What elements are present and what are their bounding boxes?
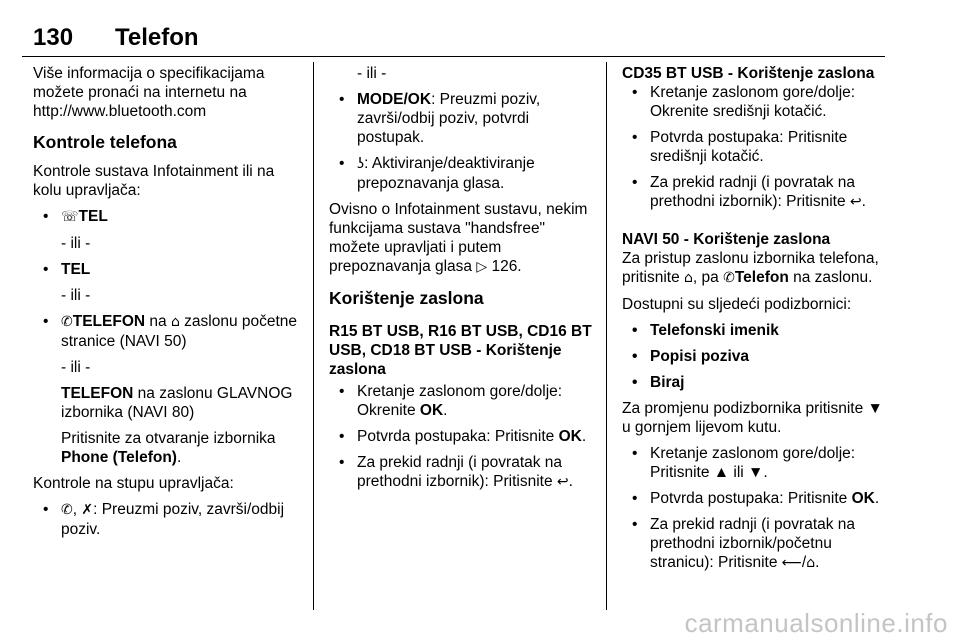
voice-recognition-icon: ʖ [357,156,365,172]
subheading-navi50: NAVI 50 - Korištenje zaslona [622,231,831,248]
list-item-continuation: Pritisnite za otvaranje izbornika Phone (Telefon). [61,430,276,466]
navi-paragraph: Za pristup zaslonu izbornika telefona, pritisnite ⌂, pa ✆Telefon na zaslonu. [622,250,879,286]
column-divider-2 [606,62,607,610]
back-icon: ↩ [556,474,569,490]
list-item: • Telefonski imenik [632,322,779,339]
list-item: • Potvrda postupaka: Pritisnite OK. [339,428,587,445]
end-call-icon: ✗ [81,502,94,518]
home-icon: ⌂ [170,314,180,330]
list-item: • TEL [43,261,91,278]
list-item: • Za prekid radnji (i povratak na prethodni izbornik/početnu stranicu): Pritisnite ⟵/⌂. [632,516,856,571]
list-item: • ☏TEL [43,208,108,225]
list-item: • Za prekid radnji (i povratak na prethodni izbornik): Pritisnite ↩. [632,174,866,210]
subheading-r15: R15 BT USB, R16 BT USB, CD16 BT USB, CD18 BT USB - Korištenje zaslona [329,323,592,378]
column-divider-1 [313,62,314,610]
voice-paragraph: Ovisno o Infotainment sustavu, nekim funkcijama sustava "handsfree" možete upravljati i putem prepoznavanja glasa ▷ 126. [329,201,588,275]
subheading-cd35: CD35 BT USB - Korištenje zaslona [622,65,875,82]
column-1 [33,64,303,539]
submenus-lead: Dostupni su sljedeći podizbornici: [622,296,852,313]
home-icon: ⌂ [684,270,693,286]
list-item: • Kretanje zaslonom gore/dolje: Pritisnite ▲ ili ▼. [632,445,856,481]
list-item: • MODE/OK: Preuzmi poziv, završi/odbij poziv, potvrdi postupak. [339,91,541,146]
list-item: • Popisi poziva [632,348,750,365]
section-heading-kontrole: Kontrole telefona [33,132,177,152]
list-item-continuation: TELEFON na zaslonu GLAVNOG izbornika (NAVI 80) [61,385,293,421]
back-icon: ↩ [849,194,862,210]
page-title: Telefon [115,24,199,51]
arrow-back-icon: ⟵ [781,555,802,571]
or-separator: - ili - [61,287,91,304]
list-item: • Kretanje zaslonom gore/dolje: Okrenite OK. [339,383,563,419]
list-item: • Potvrda postupaka: Pritisnite središnji kotačić. [632,129,848,165]
home-icon: ⌂ [806,555,816,571]
or-separator: - ili - [357,65,387,82]
or-separator: - ili - [61,359,91,376]
or-separator: - ili - [61,235,91,252]
header-rule [22,56,885,57]
intro-paragraph: Više informacija o specifikacijama možete pronaći na internetu na http://www.bluetooth.com [33,65,265,120]
page-number: 130 [33,24,74,51]
submenu-change-paragraph: Za promjenu podizbornika pritisnite ▼ u gornjem lijevom kutu. [622,400,883,436]
list-item: • Za prekid radnji (i povratak na prethodni izbornik): Pritisnite ↩. [339,454,573,490]
answer-call-icon: ✆ [61,502,73,518]
lead-paragraph: Kontrole sustava Infotainment ili na kolu upravljača: [33,163,275,199]
call-icon: ✆ [723,270,735,286]
phone-icon: ☏ [61,209,79,225]
column-2 [329,64,597,492]
watermark: carmanualsonline.info [684,608,948,638]
list-item: • ✆, ✗: Preuzmi poziv, završi/odbij poziv. [43,501,285,538]
page-reference-icon: ▷ [476,259,488,275]
list-item: • ✆TELEFON na ⌂ zaslonu početne stranice (NAVI 50) [43,313,298,350]
section-heading-koristenje: Korištenje zaslona [329,288,484,308]
list-item: • Kretanje zaslonom gore/dolje: Okrenite središnji kotačić. [632,84,856,120]
column-3 [622,64,890,573]
list-item: • Potvrda postupaka: Pritisnite OK. [632,490,880,507]
call-icon: ✆ [61,314,73,330]
list-item: • Biraj [632,374,685,391]
steering-lead: Kontrole na stupu upravljača: [33,475,234,492]
list-item: • ʖ: Aktiviranje/deaktiviranje prepoznavanja glasa. [339,155,535,192]
